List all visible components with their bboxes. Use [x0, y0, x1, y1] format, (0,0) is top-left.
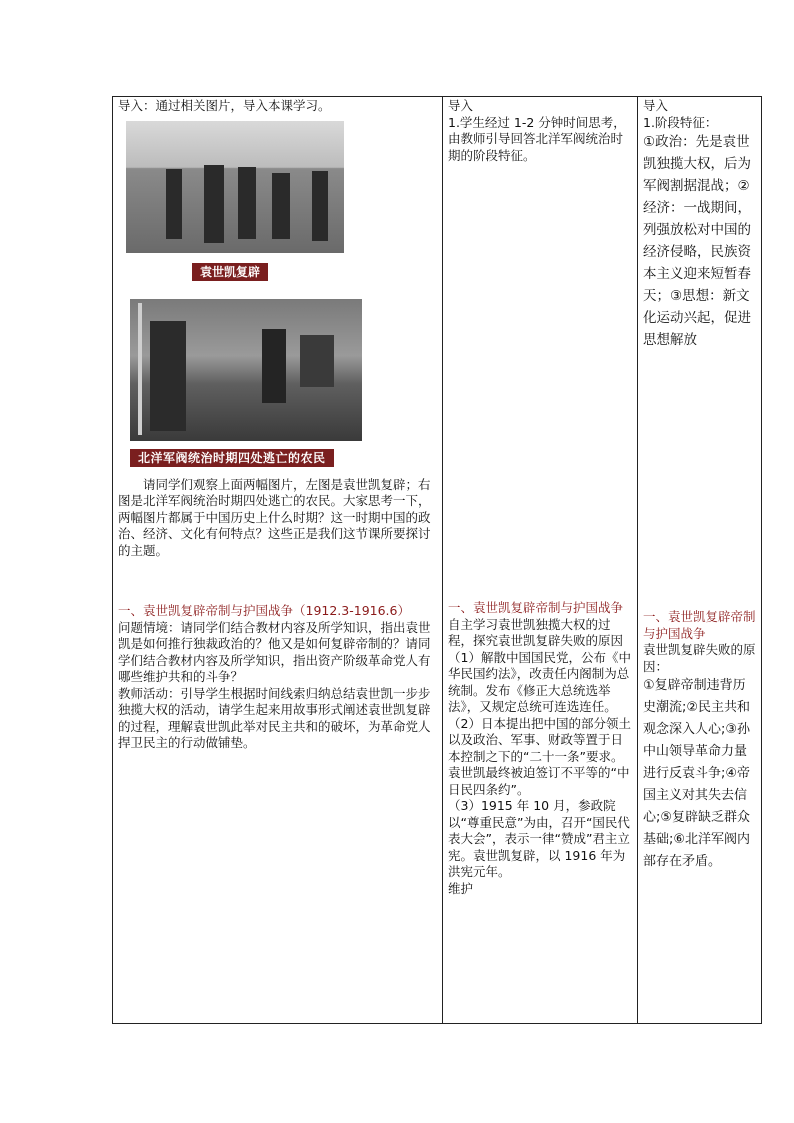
intro-heading: 导入	[643, 98, 669, 113]
failure-reasons: ①复辟帝制违背历史潮流;②民主共和观念深入人心;③孙中山领导革命力量进行反袁斗争;④帝国主义对其失去信心;⑤复辟缺乏群众基础;⑥北洋军阀内部存在矛盾。	[643, 678, 751, 869]
reason-label: 袁世凯复辟失败的原因：	[643, 642, 756, 674]
section-title: 一、袁世凯复辟帝制与护国战争（1912.3-1916.6）	[118, 603, 410, 618]
intro-heading: 导入：通过相关图片，导入本课学习。	[118, 98, 331, 113]
intro-task: 1.学生经过 1-2 分钟时间思考，由教师引导回答北洋军阀统治时期的阶段特征。	[448, 114, 626, 163]
lesson-plan-table	[112, 96, 762, 1024]
teaching-content-cell	[113, 97, 443, 1024]
point-1: （1）解散中国国民党，公布《中华民国约法》，改责任内阁制为总统制。发布《修正大总统选举法》，又规定总统可连选连任。	[448, 649, 631, 714]
intro-heading: 导入	[448, 98, 474, 113]
student-activity-cell	[443, 97, 638, 1024]
fleeing-peasants-photo	[130, 299, 362, 441]
trailing-text: 维护	[448, 880, 474, 896]
section-title: 一、袁世凯复辟帝制与护国战争	[448, 600, 624, 615]
self-study-task: 自主学习袁世凯独揽大权的过程，探究袁世凯复辟失败的原因	[448, 616, 624, 648]
teacher-activity: 教师活动：引导学生根据时间线索归纳总结袁世凯一步步独揽大权的活动，请学生起来用故事形式阐述袁世凯复辟的过程，理解袁世凯此举对民主共和的破坏，为革命党人捍卫民主的行动做铺垫。	[118, 685, 431, 750]
section-title: 一、袁世凯复辟帝制与护国战争	[643, 609, 756, 641]
stage-features: ①政治：先是袁世凯独揽大权，后为军阀割据混战；②经济：一战期间，列强放松对中国的经济侵略，民族资本主义迎来短暂春天；③思想：新文化运动兴起，促进思想解放	[643, 134, 751, 348]
figure2-caption: 北洋军阀统治时期四处逃亡的农民	[130, 449, 334, 467]
figure1-caption: 袁世凯复辟	[192, 263, 268, 281]
point-2: （2）日本提出把中国的部分领土以及政治、军事、财政等置于日本控制之下的“二十一条”要求。袁世凯最终被迫签订不平等的“中日民四条约”。	[448, 715, 631, 797]
yuan-shikai-restoration-photo	[126, 121, 344, 253]
intro-paragraph: 请同学们观察上面两幅图片，左图是袁世凯复辟；右图是北洋军阀统治时期四处逃亡的农民。大家思考一下，两幅图片都属于中国历史上什么时期？这一时期中国的政治、经济、文化有何特点？这些正是我们这节课所要探讨的主题。	[118, 476, 431, 558]
stage-label: 1.阶段特征：	[643, 114, 718, 130]
design-intent-cell	[638, 97, 762, 1024]
point-3: （3）1915 年 10 月，参政院以“尊重民意”为由，召开“国民代表大会”，表示一律“赞成”君主立宪。袁世凯复辟，以 1916 年为洪宪元年。	[448, 798, 630, 879]
question-scenario: 问题情境：请同学们结合教材内容及所学知识，指出袁世凯是如何推行独裁政治的？他又是如何复辟帝制的？请同学们结合教材内容及所学知识，指出资产阶级革命党人有哪些维护共和的斗争？	[118, 619, 431, 684]
